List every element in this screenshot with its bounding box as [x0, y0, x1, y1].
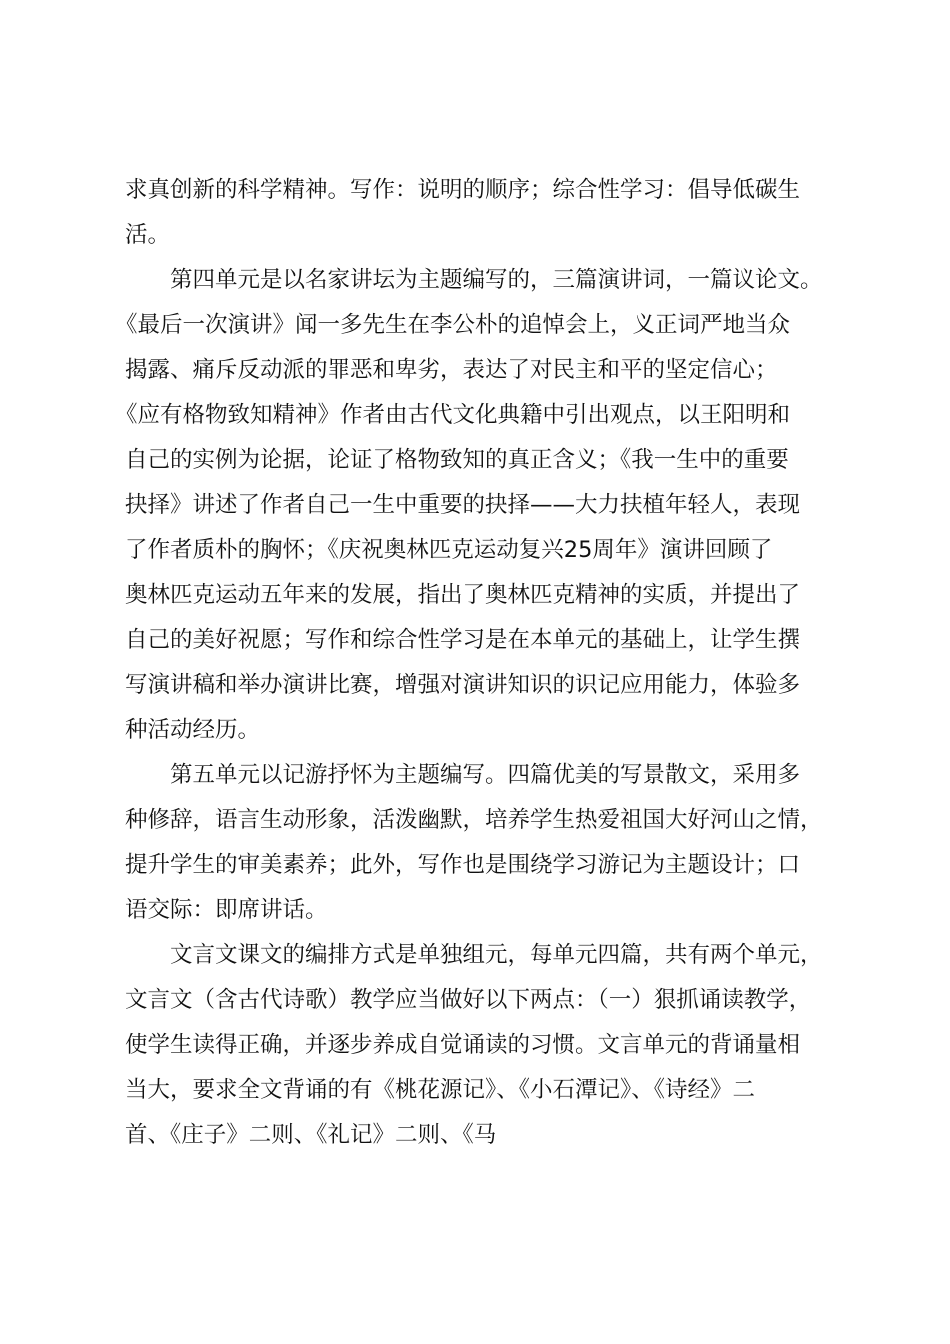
document-page: [115, 168, 845, 1158]
text-line: 了作者质朴的胸怀；《庆祝奥林匹克运动复兴25周年》演讲回顾了: [125, 537, 773, 563]
text-line: 求真创新的科学精神。写作：说明的顺序；综合性学习：倡导低碳生: [125, 177, 801, 203]
text-line: 自己的美好祝愿；写作和综合性学习是在本单元的基础上，让学生撰: [125, 627, 801, 653]
text-line: 种修辞，语言生动形象，活泼幽默，培养学生热爱祖国大好河山之情，: [125, 807, 823, 833]
text-line: 《最后一次演讲》闻一多先生在李公朴的追悼会上，义正词严地当众: [115, 312, 791, 338]
paragraph-4: [125, 933, 845, 1158]
text-line: 使学生读得正确，并逐步养成自觉诵读的习惯。文言单元的背诵量相: [125, 1032, 801, 1058]
text-line: 活。: [125, 222, 171, 248]
text-line: 种活动经历。: [125, 717, 261, 743]
text-line: 当大，要求全文背诵的有《桃花源记》、《小石潭记》、《诗经》二: [125, 1077, 756, 1103]
text-line: 首、《庄子》二则、《礼记》二则、《马: [125, 1122, 497, 1148]
text-line: 奥林匹克运动五年来的发展，指出了奥林匹克精神的实质，并提出了: [125, 582, 801, 608]
text-line: 《应有格物致知精神》作者由古代文化典籍中引出观点，以王阳明和: [115, 402, 791, 428]
text-line: 揭露、痛斥反动派的罪恶和卑劣，表达了对民主和平的坚定信心；: [125, 357, 778, 383]
paragraph-2: [115, 258, 845, 753]
text-line: 自己的实例为论据，论证了格物致知的真正含义；《我一生中的重要: [125, 447, 789, 473]
paragraph-3: [125, 753, 845, 933]
text-line: 第四单元是以名家讲坛为主题编写的，三篇演讲词，一篇议论文。: [170, 267, 823, 293]
text-line: 语交际：即席讲话。: [125, 897, 328, 923]
text-line: 写演讲稿和举办演讲比赛，增强对演讲知识的识记应用能力，体验多: [125, 672, 801, 698]
text-line: 抉择》讲述了作者自己一生中重要的抉择——大力扶植年轻人，表现: [125, 492, 801, 518]
text-line: 第五单元以记游抒怀为主题编写。四篇优美的写景散文，采用多: [170, 762, 801, 788]
text-line: 提升学生的审美素养；此外，写作也是围绕学习游记为主题设计；口: [125, 852, 801, 878]
paragraph-1: [125, 168, 845, 258]
text-line: 文言文课文的编排方式是单独组元，每单元四篇，共有两个单元，: [170, 942, 823, 968]
text-line: 文言文（含古代诗歌）教学应当做好以下两点：（一）狠抓诵读教学，: [125, 987, 812, 1013]
